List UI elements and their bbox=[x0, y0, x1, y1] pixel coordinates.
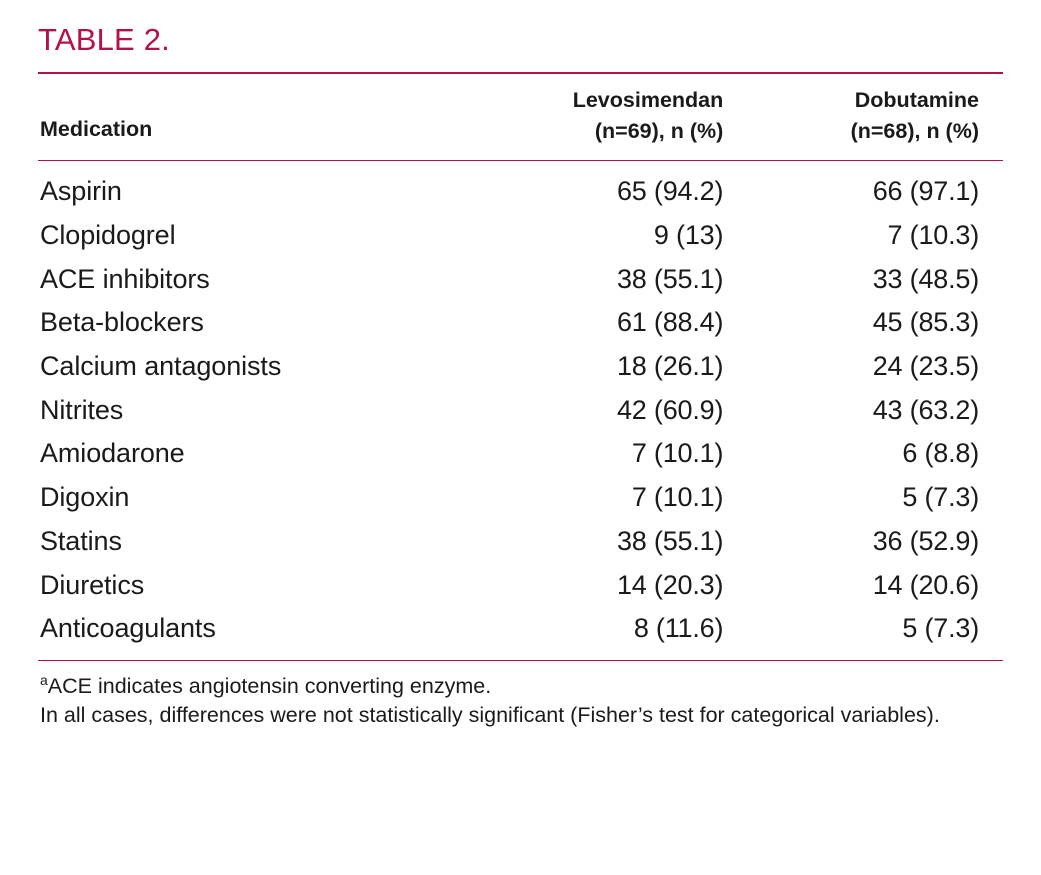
table-header bbox=[38, 74, 1003, 160]
cell-medication: Clopidogrel bbox=[40, 219, 176, 250]
table-row bbox=[38, 607, 1003, 660]
cell-levosimendan: 42 (60.9) bbox=[616, 394, 724, 425]
column-header-levosimendan: Levosimendan (n=69), n (%) bbox=[572, 88, 724, 143]
footnote-line-2: In all cases, differences were not statistically significant (Fisher’s test for categorical variables). bbox=[40, 702, 940, 727]
cell-medication: ACE inhibitors bbox=[40, 263, 210, 294]
table-row bbox=[38, 476, 1003, 520]
cell-levosimendan: 9 (13) bbox=[653, 219, 724, 250]
column-header-dobutamine: Dobutamine (n=68), n (%) bbox=[850, 88, 979, 143]
table-row bbox=[38, 214, 1003, 258]
medication-table-body bbox=[38, 161, 1003, 660]
table-row bbox=[38, 389, 1003, 433]
table-row bbox=[38, 301, 1003, 345]
header-row bbox=[38, 74, 1003, 160]
table-row bbox=[38, 520, 1003, 564]
cell-medication: Aspirin bbox=[40, 176, 122, 207]
cell-medication: Nitrites bbox=[40, 394, 124, 425]
column-header-medication: Medication bbox=[40, 116, 153, 141]
table-row bbox=[38, 432, 1003, 476]
cell-dobutamine: 33 (48.5) bbox=[872, 263, 979, 294]
cell-levosimendan: 61 (88.4) bbox=[616, 307, 724, 338]
table-row bbox=[38, 345, 1003, 389]
cell-dobutamine: 43 (63.2) bbox=[872, 394, 979, 425]
cell-levosimendan: 8 (11.6) bbox=[633, 613, 724, 644]
cell-dobutamine: 5 (7.3) bbox=[902, 613, 979, 644]
cell-medication: Diuretics bbox=[40, 569, 145, 600]
cell-dobutamine: 5 (7.3) bbox=[902, 482, 979, 513]
cell-dobutamine: 24 (23.5) bbox=[872, 350, 979, 381]
cell-levosimendan: 38 (55.1) bbox=[616, 263, 724, 294]
cell-medication: Statins bbox=[40, 525, 122, 556]
footnote-marker: a bbox=[40, 671, 48, 688]
cell-dobutamine: 7 (10.3) bbox=[887, 219, 979, 250]
table-row bbox=[38, 161, 1003, 214]
cell-levosimendan: 38 (55.1) bbox=[616, 525, 724, 556]
cell-medication: Beta-blockers bbox=[40, 307, 204, 338]
cell-dobutamine: 6 (8.8) bbox=[902, 438, 979, 469]
table-title: TABLE 2. bbox=[38, 22, 170, 57]
cell-dobutamine: 36 (52.9) bbox=[872, 525, 979, 556]
medication-table bbox=[38, 74, 1003, 160]
cell-levosimendan: 7 (10.1) bbox=[631, 438, 724, 469]
cell-dobutamine: 66 (97.1) bbox=[872, 176, 979, 207]
cell-levosimendan: 65 (94.2) bbox=[616, 176, 724, 207]
table-footnotes bbox=[38, 661, 1000, 729]
cell-medication: Digoxin bbox=[40, 482, 130, 513]
cell-levosimendan: 14 (20.3) bbox=[616, 569, 724, 600]
cell-medication: Calcium antagonists bbox=[40, 350, 282, 381]
cell-medication: Anticoagulants bbox=[40, 613, 216, 644]
cell-levosimendan: 7 (10.1) bbox=[631, 482, 724, 513]
cell-dobutamine: 14 (20.6) bbox=[872, 569, 979, 600]
footnote-line-1: $^a$ACE indicates angiotensin converting enzyme. bbox=[40, 671, 492, 699]
cell-medication: Amiodarone bbox=[40, 438, 185, 469]
table-row bbox=[38, 564, 1003, 608]
cell-levosimendan: 18 (26.1) bbox=[616, 350, 724, 381]
table-row bbox=[38, 258, 1003, 302]
cell-dobutamine: 45 (85.3) bbox=[872, 307, 979, 338]
